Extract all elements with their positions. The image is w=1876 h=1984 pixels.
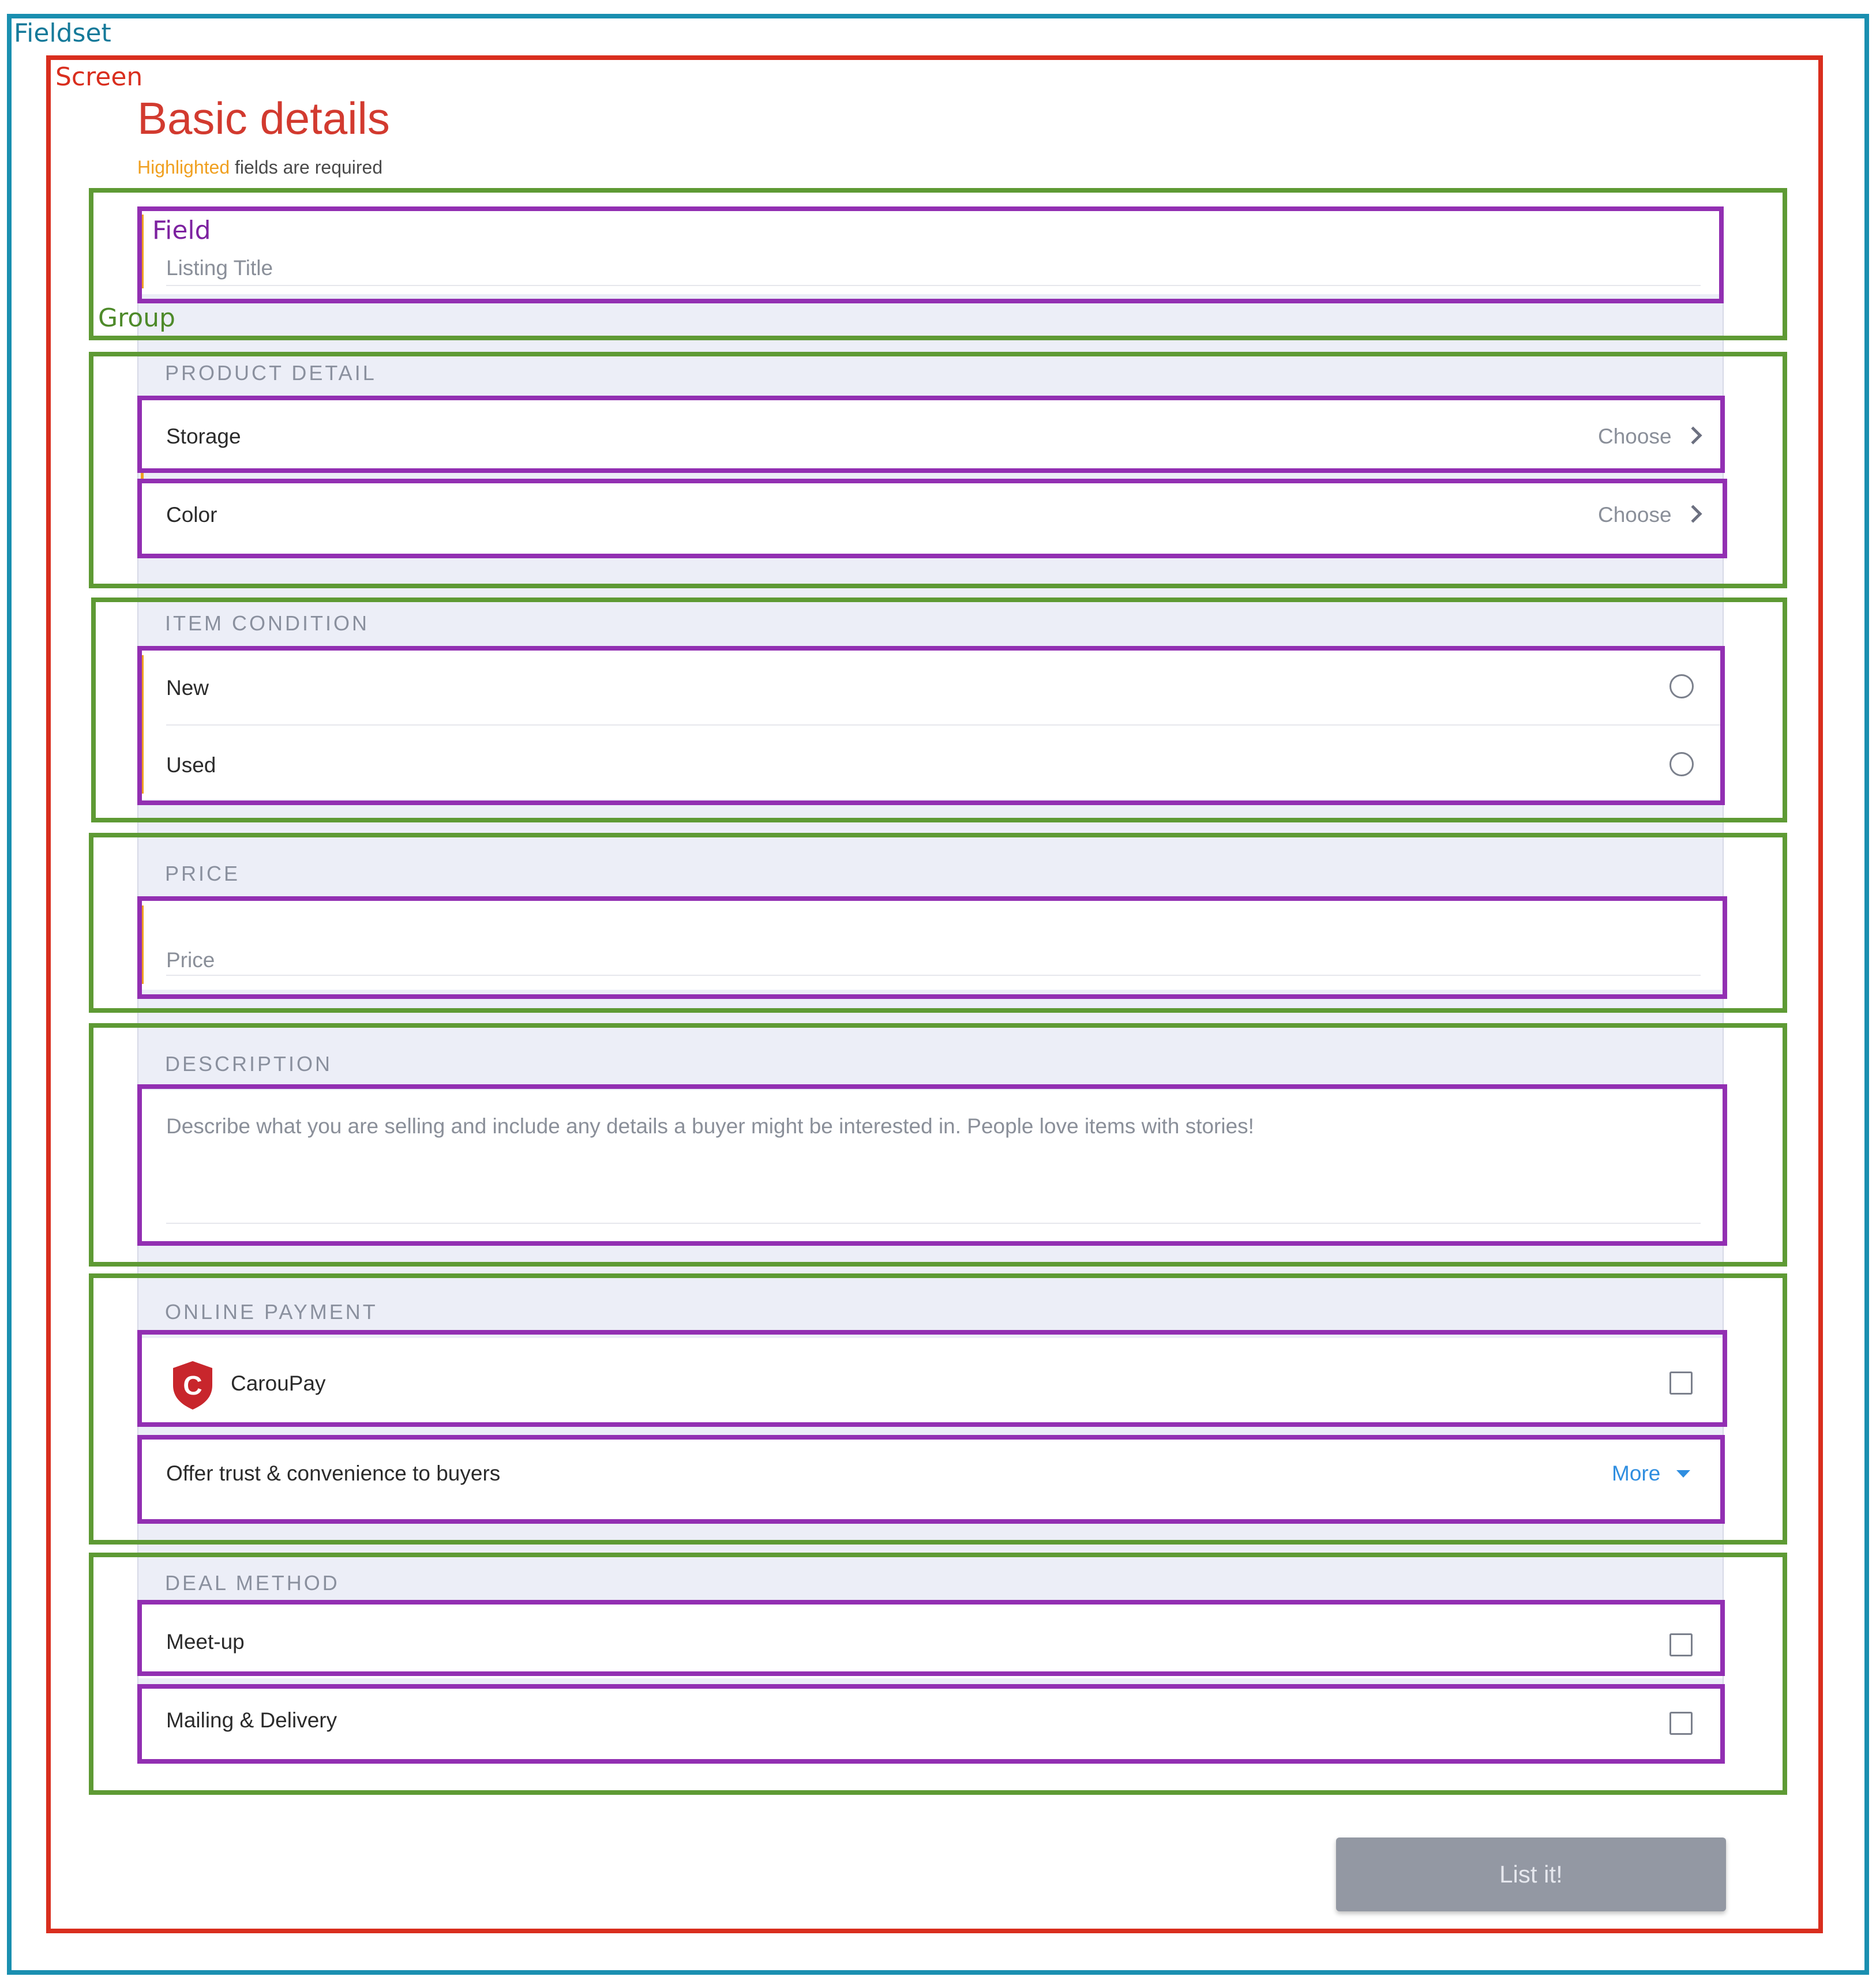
page-title: Basic details: [137, 93, 390, 144]
field-annotation-label: Field: [152, 216, 211, 245]
field-frame-listing-title: [137, 206, 1724, 303]
condition-option-new[interactable]: New: [166, 676, 209, 700]
required-note: [137, 157, 382, 178]
field-frame-offer: [137, 1435, 1725, 1524]
fieldset-annotation-label: Fieldset: [14, 18, 111, 48]
field-frame-description: [137, 1084, 1727, 1246]
offer-text: Offer trust & convenience to buyers: [166, 1461, 501, 1485]
storage-label: Storage: [166, 424, 241, 448]
field-frame-color: [137, 479, 1727, 558]
caroupay-logo-letter: C: [183, 1370, 202, 1400]
deal-option-meetup: Meet-up: [166, 1630, 245, 1654]
field-frame-item-condition: [137, 646, 1725, 805]
product-detail-heading: PRODUCT DETAIL: [165, 361, 377, 385]
field-frame-price: [137, 896, 1727, 999]
listing-title-input[interactable]: Listing Title: [166, 256, 273, 280]
more-link[interactable]: More: [1612, 1461, 1661, 1485]
price-input[interactable]: Price: [166, 948, 215, 972]
deal-option-mailing: Mailing & Delivery: [166, 1708, 337, 1732]
deal-method-heading: DEAL METHOD: [165, 1571, 340, 1595]
price-heading: PRICE: [165, 862, 241, 885]
description-heading: DESCRIPTION: [165, 1052, 333, 1076]
field-frame-meetup: [137, 1600, 1725, 1676]
item-condition-heading: ITEM CONDITION: [165, 611, 369, 635]
condition-option-used[interactable]: Used: [166, 753, 216, 777]
storage-choose[interactable]: Choose: [1598, 424, 1672, 448]
description-textarea[interactable]: Describe what you are selling and include any details a buyer might be interested in. People love items with stories!: [166, 1114, 1254, 1138]
field-frame-storage: [137, 396, 1725, 473]
field-frame-caroupay: [137, 1330, 1727, 1427]
screen-annotation-label: Screen: [55, 62, 143, 92]
caroupay-label: CarouPay: [231, 1371, 326, 1395]
required-note-highlight: Highlighted: [137, 157, 230, 178]
color-label: Color: [166, 503, 217, 527]
list-it-button[interactable]: List it!: [1336, 1838, 1726, 1911]
color-choose[interactable]: Choose: [1598, 503, 1672, 527]
online-payment-heading: ONLINE PAYMENT: [165, 1300, 378, 1324]
group-annotation-label: Group: [98, 303, 175, 333]
required-note-text: fields are required: [230, 157, 383, 178]
field-frame-mailing: [137, 1684, 1725, 1764]
